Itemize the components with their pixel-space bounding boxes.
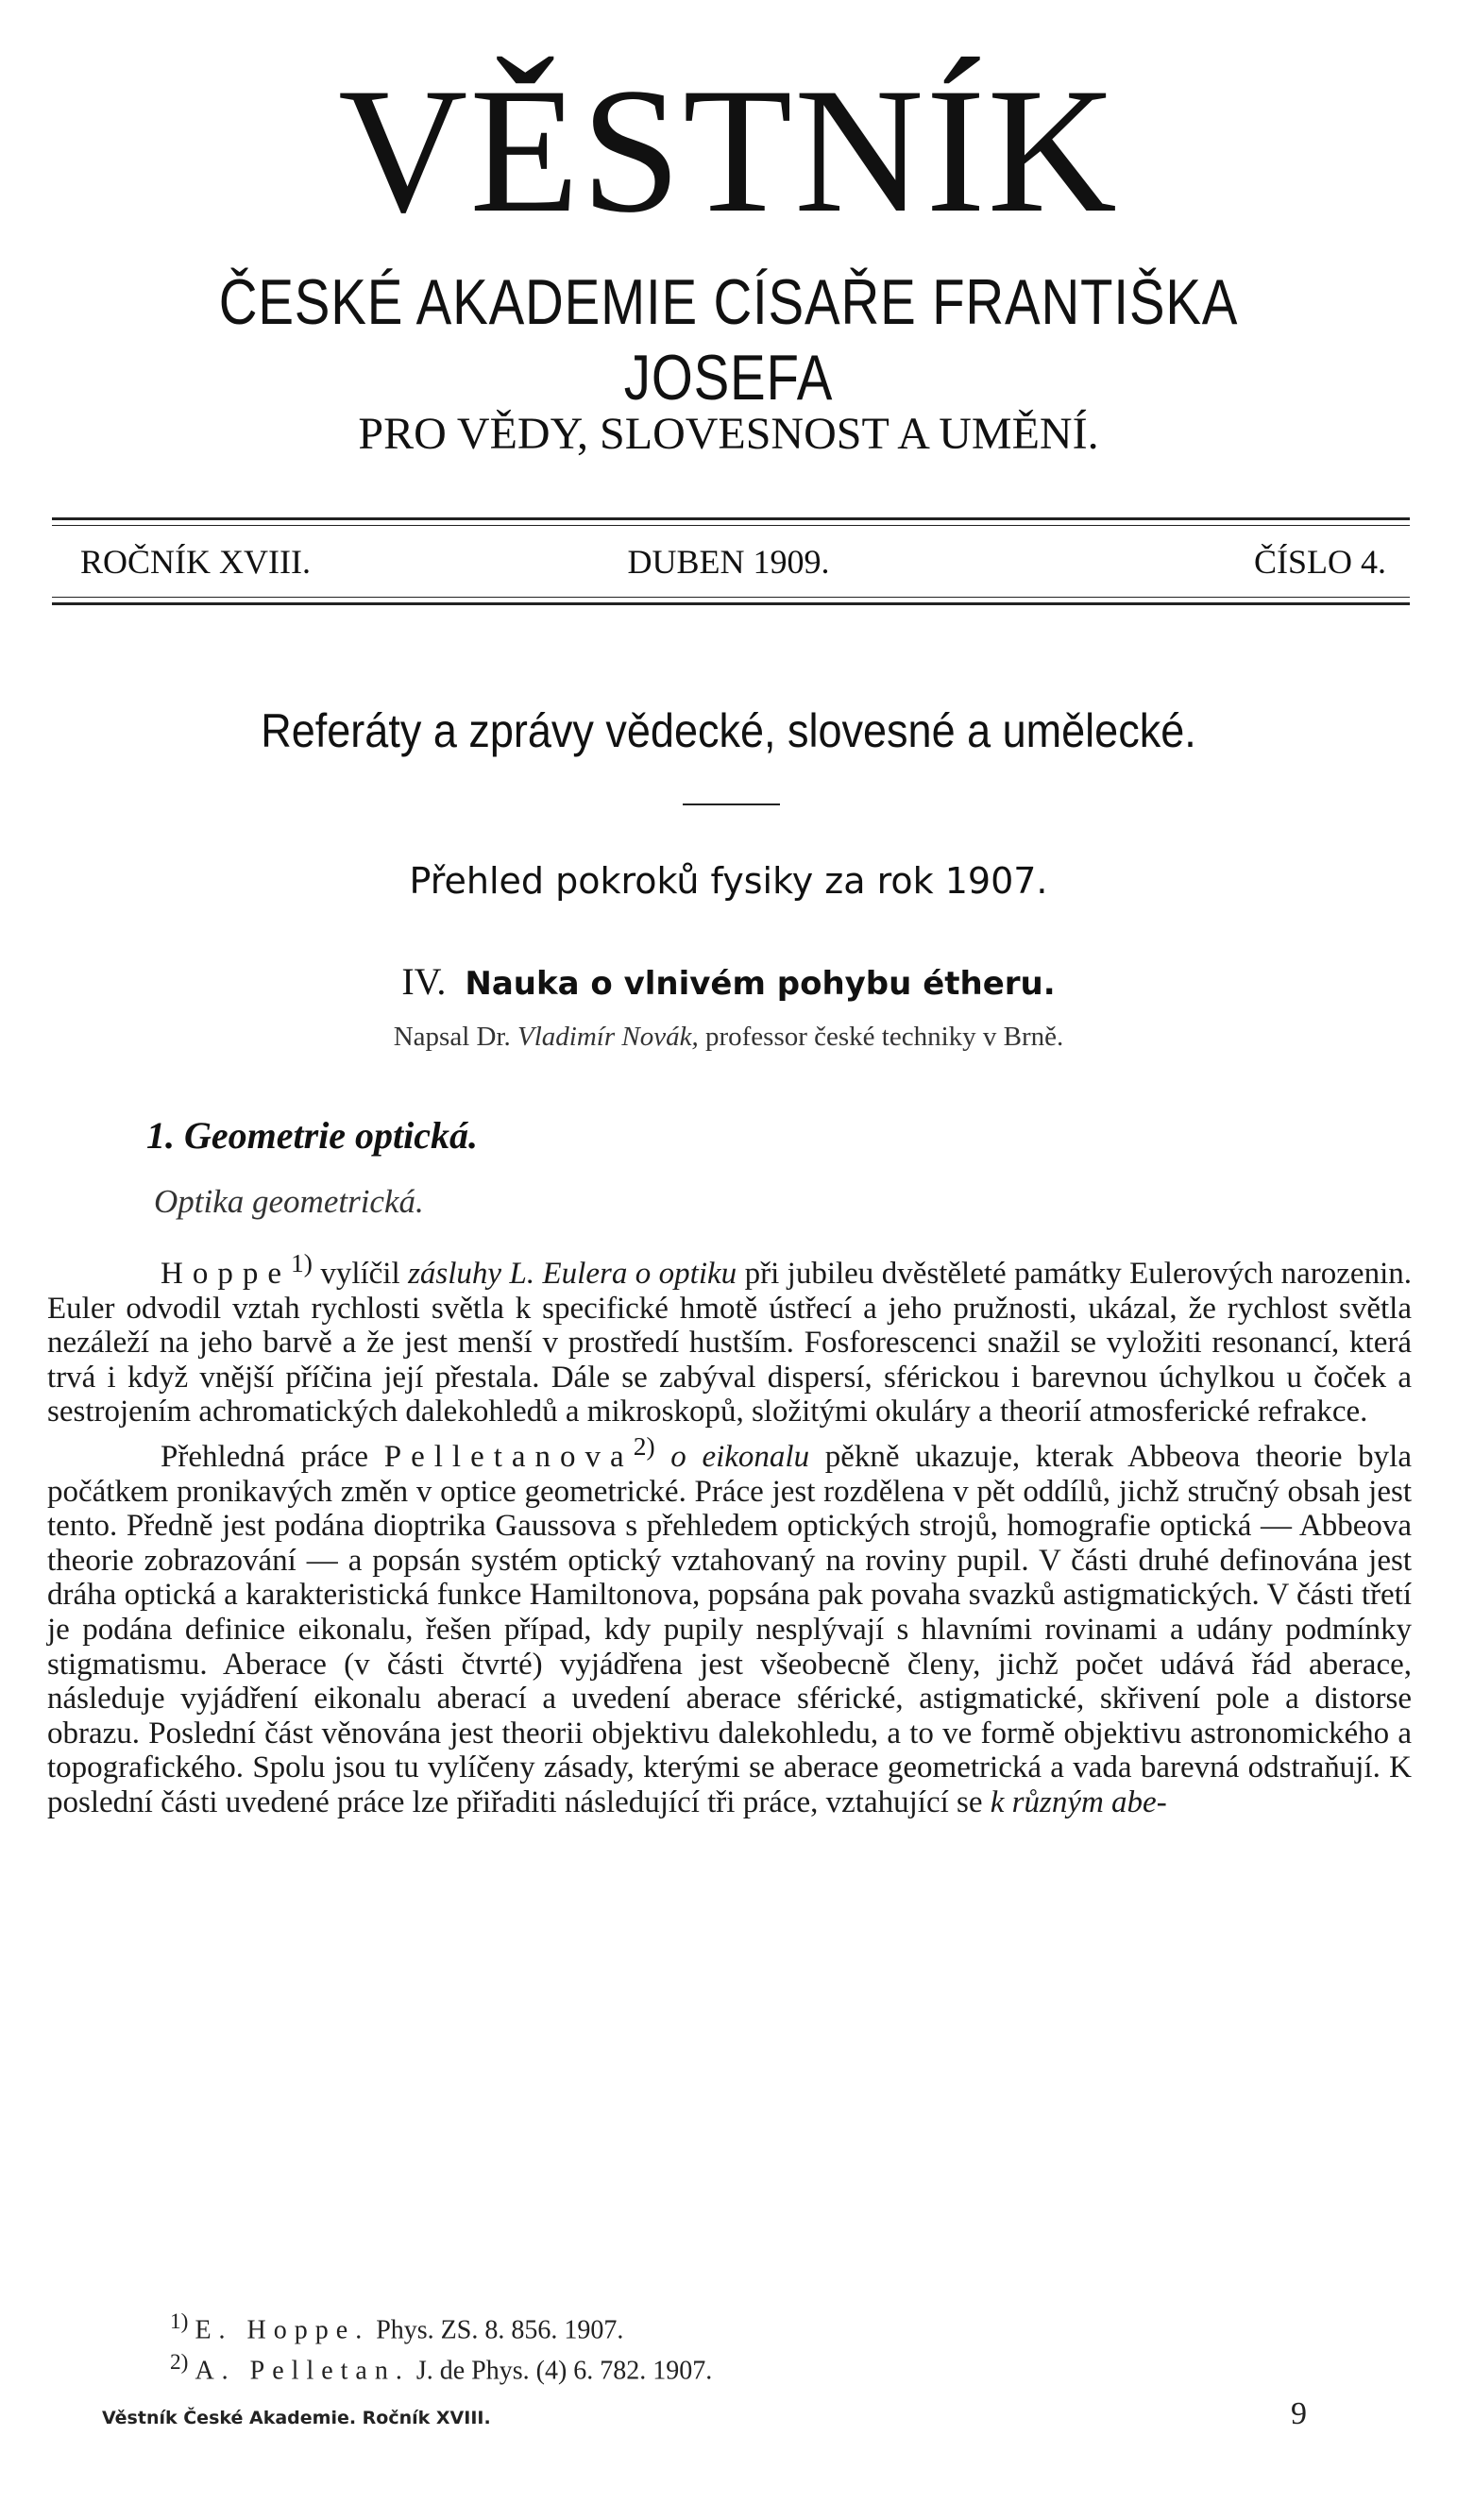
top-rule-thin bbox=[52, 525, 1410, 526]
p1-title: zásluhy L. Eulera o optiku bbox=[408, 1257, 737, 1291]
masthead-academy: ČESKÉ AKADEMIE CÍSAŘE FRANTIŠKA JOSEFA bbox=[218, 266, 1239, 414]
p1-text-a: vylíčil bbox=[312, 1257, 409, 1291]
masthead-title: VĚSTNÍK bbox=[338, 52, 1119, 250]
issue-date: DUBEN 1909. bbox=[627, 543, 830, 581]
p2-text-a: Přehledná práce bbox=[161, 1439, 384, 1474]
p1-text-b: při jubileu dvěstěleté památky Eulerových narozenin. Euler odvodil vztah rychlosti světla k specifické hmotě ústřecí a jeho pružnosti, ukázal, že rychlost světla nezáleží na jeho barvě a že jest menší v prostředí hustším. Fosforescenci snažil se vyložiti resonancí, která trvá i když vnější příčina její přestala. Dále se zabýval dispersí, sférickou i barevnou úchylkou u čoček a sestrojením achromatických dalekohledů a mikroskopů, složitými okuláry a theorií atmosferické refrakce. bbox=[47, 1257, 1412, 1429]
byline bbox=[0, 1018, 1457, 1056]
part-number: IV. bbox=[401, 960, 447, 1003]
paragraph-1 bbox=[47, 1246, 1412, 1429]
issue-number: ČÍSLO 4. bbox=[1253, 543, 1386, 581]
footnote-2-ref: J. de Phys. (4) 6. 782. 1907. bbox=[409, 2356, 713, 2386]
footnote-2 bbox=[170, 2346, 712, 2387]
page-number: 9 bbox=[1291, 2396, 1307, 2431]
article-title: Přehled pokroků fysiky za rok 1907. bbox=[409, 860, 1048, 902]
part-title-text: Nauka o vlnivém pohybu étheru. bbox=[465, 965, 1056, 1003]
byline-suffix: professor české techniky v Brně. bbox=[704, 1022, 1064, 1052]
footnote-ref-1: 1) bbox=[290, 1248, 313, 1277]
author-hoppe: Hoppe bbox=[161, 1257, 291, 1291]
subsection-heading: 1. Geometrie optická. bbox=[146, 1114, 479, 1157]
article-body bbox=[47, 1246, 1412, 1820]
footnotes bbox=[170, 2306, 712, 2388]
footnote-2-author: A. Pelletan. bbox=[195, 2356, 410, 2386]
p2-tail: k různým abe- bbox=[990, 1784, 1167, 1819]
section-heading: Referáty a zprávy vědecké, slovesné a umělecké. bbox=[261, 704, 1196, 757]
footnote-ref-2: 2) bbox=[633, 1430, 655, 1461]
paragraph-2 bbox=[47, 1429, 1412, 1820]
p2-title: o eikonalu bbox=[670, 1439, 810, 1474]
footer-journal: Věstník České Akademie. Ročník XVIII. bbox=[102, 2408, 491, 2428]
footnote-1-author: E. Hoppe. bbox=[195, 2315, 370, 2345]
issue-volume: ROČNÍK XVIII. bbox=[80, 543, 311, 581]
part-title bbox=[0, 956, 1457, 1010]
footnote-1 bbox=[170, 2306, 712, 2346]
author-pelletan: Pelletanova bbox=[383, 1439, 634, 1474]
footnote-2-mark: 2) bbox=[170, 2350, 189, 2376]
masthead-subtitle: PRO VĚDY, SLOVESNOST A UMĚNÍ. bbox=[358, 409, 1099, 459]
p2-text-b: pěkně ukazuje, kterak Abbeova theorie byla počátkem pronikavých změn v optice geometrické. Práce jest rozdělena v pět oddílů, jichž stručný obsah jest tento. Předně jest podána dioptrika Gaussova s přehledem optických strojů, homografie optická — Abbeova theorie zobrazování — a popsán systém optický vztahovaný na roviny pupil. V části druhé definována jest dráha optická a karakteristická funkce Hamiltonova, popsána pak povaha svazků astigmatických. V části třetí je podána definice eikonalu, řešen případ, kdy pupily nesplývají s hlavními rovinami a udány podmínky stigmatismu. Aberace (v části čtvrté) vyjádřena jest všeobecně členy, jichž počet udává řád aberace, následuje vyjádření eikonalu aberací a uvedení aberace sférické, astigmatické, skřivení pole a distorse obrazu. Poslední část věnována jest theorii objektivu dalekohledu, a to ve formě objektivu astronomického a topografického. Spolu jsou tu vylíčeny zásady, kterými se aberace geometrická a vada barevná odstraňují. K poslední části uvedené práce lze přiřaditi následující tři práce, vztahující se bbox=[47, 1439, 1412, 1819]
footnote-1-mark: 1) bbox=[170, 2309, 189, 2334]
top-rule-thick bbox=[52, 517, 1410, 520]
byline-author: Vladimír Novák, bbox=[517, 1022, 699, 1052]
byline-prefix: Napsal Dr. bbox=[393, 1022, 511, 1052]
subsubsection-heading: Optika geometrická. bbox=[154, 1183, 424, 1220]
section-divider bbox=[683, 803, 780, 805]
footnote-1-ref: Phys. ZS. 8. 856. 1907. bbox=[369, 2315, 624, 2345]
bottom-rule-thick bbox=[52, 602, 1410, 605]
bottom-rule-thin bbox=[52, 597, 1410, 598]
